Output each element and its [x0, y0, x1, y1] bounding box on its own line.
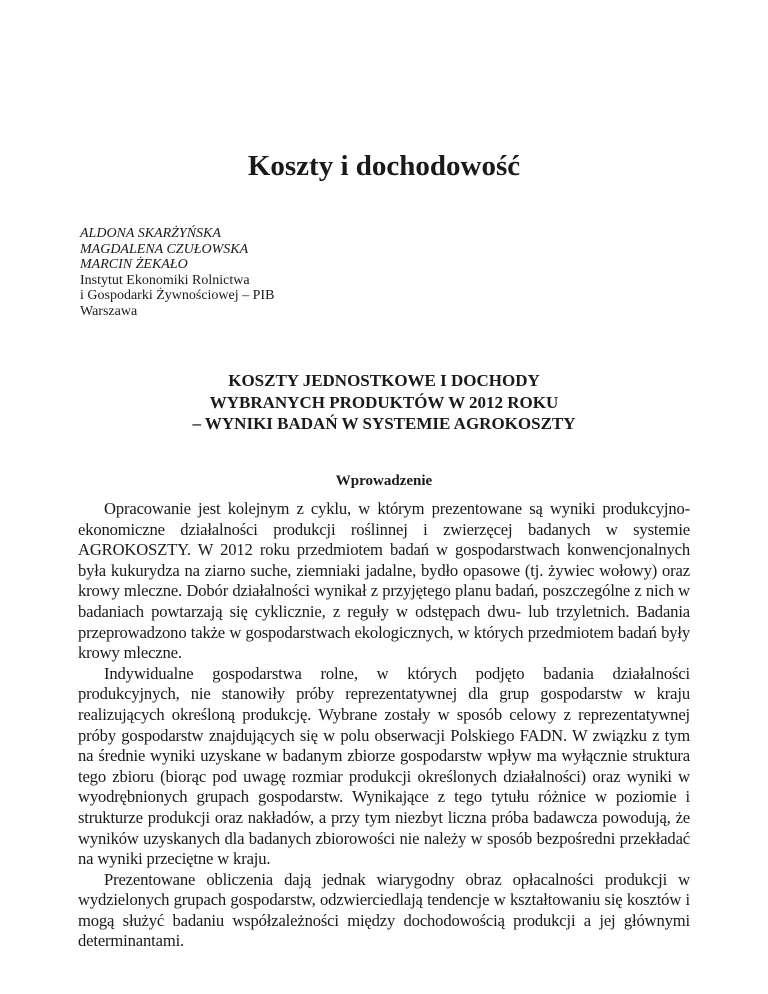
section-title: Koszty i dochodowość	[247, 150, 521, 182]
author-name: MARCIN ŻEKAŁO	[80, 257, 188, 272]
author-name: ALDONA SKARŻYŃSKA	[80, 226, 221, 241]
section-subheading: Wprowadzenie	[335, 473, 433, 489]
article-title-line: WYBRANYCH PRODUKTÓW W 2012 ROKU	[209, 392, 559, 412]
article-title	[0, 370, 768, 435]
affiliation-line: Instytut Ekonomiki Rolnictwa	[80, 272, 250, 288]
paragraph: Prezentowane obliczenia dają jednak wiarygodny obraz opłacalności produkcji w wydzielonych grupach gospodarstw, odzwierciedlają tendencje w kształtowaniu się kosztów i mogą służyć badaniu współzależności między dochodowością produkcji a jej głównymi determinantami.	[78, 869, 690, 951]
article-title-line: KOSZTY JEDNOSTKOWE I DOCHODY	[228, 371, 540, 390]
affiliation-line: i Gospodarki Żywnościowej – PIB	[80, 288, 275, 303]
paragraph: Indywidualne gospodarstwa rolne, w których podjęto badania działalności produkcyjnych, nie stanowiły próby reprezentatywnej dla grup gospodarstw w kraju realizujących określoną produkcję. Wybrane zostały w sposób celowy z reprezentatywnej próby gospodarstw znajdujących się w polu obserwacji Polskiego FADN. W związku z tym na średnie wyniki uzyskane w badanym zbiorze gospodarstw wpływ ma wyłącznie struktura tego zbioru (biorąc pod uwagę rozmiar produkcji określonych działalności) oraz wyniki w wyodrębnionych grupach gospodarstw. Wynikające z tego tytułu różnice w poziomie i strukturze produkcji oraz nakładów, a przy tym niezbyt liczna próba badawcza powodują, że wyników uzyskanych dla badanych zbiorowości nie należy w sposób bezpośredni przekładać na wyniki przeciętne w kraju.	[78, 663, 690, 869]
author-block	[80, 226, 274, 319]
paragraph: Opracowanie jest kolejnym z cyklu, w którym prezentowane są wyniki produkcyjno-ekonomiczne działalności produkcji roślinnej i zwierzęcej badanych w systemie AGROKOSZTY. W 2012 roku przedmiotem badań w gospodarstwach konwencjonalnych była kukurydza na ziarno suche, ziemniaki jadalne, bydło opasowe (tj. żywiec wołowy) oraz krowy mleczne. Dobór działalności wynikał z przyjętego planu badań, poszczególne z nich w badaniach powtarzają się cyklicznie, z reguły w odstępach dwu- lub trzyletnich. Badania przeprowadzono także w gospodarstwach ekologicznych, w których przedmiotem badań były krowy mleczne.	[78, 499, 690, 663]
affiliation-line: Warszawa	[80, 303, 138, 319]
article-title-line: – WYNIKI BADAŃ W SYSTEMIE AGROKOSZTY	[192, 414, 576, 433]
author-name: MAGDALENA CZUŁOWSKA	[80, 241, 249, 257]
body-text	[78, 499, 690, 952]
